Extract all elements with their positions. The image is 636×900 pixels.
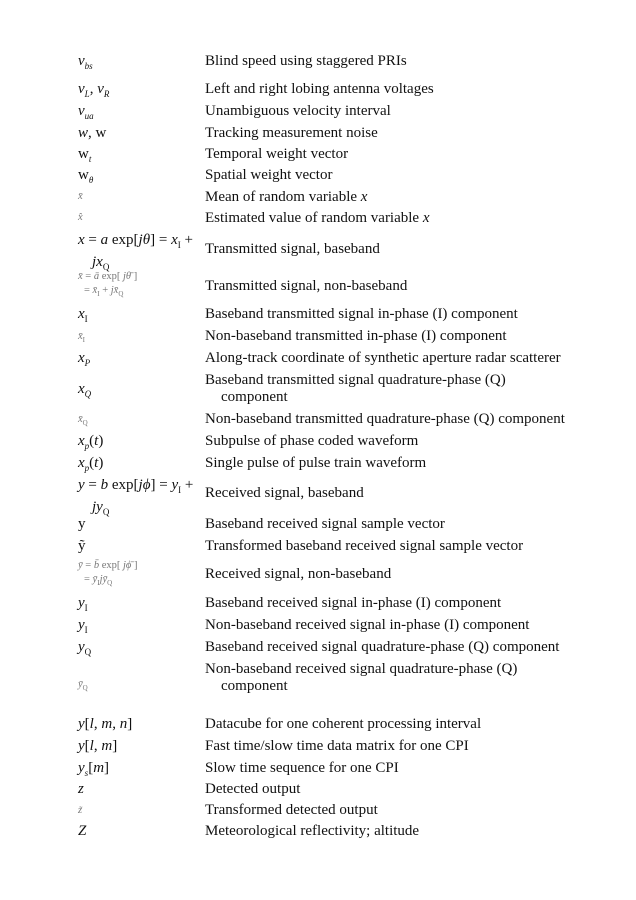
definition: Estimated value of random variable x	[205, 210, 430, 226]
definition: Single pulse of pulse train waveform	[205, 455, 427, 471]
definition: Received signal, baseband	[205, 485, 364, 501]
symbol: $y_I$	[78, 595, 88, 613]
symbol: $x_I$	[78, 306, 88, 324]
definition: Meteorological reflectivity; altitude	[205, 823, 420, 839]
symbol: y = b $\exp[j\phi] = y_I$ + $jy_Q$	[78, 477, 194, 517]
symbol: z̃	[78, 805, 83, 816]
symbol: $x_p(t)$	[78, 455, 104, 473]
symbol: z	[78, 781, 84, 797]
symbol: ỹ	[78, 538, 86, 554]
definition: Slow time sequence for one CPI	[205, 760, 399, 776]
definition: Non-baseband transmitted in-phase (I) component	[205, 328, 507, 344]
symbol: $y_Q$	[78, 639, 92, 657]
definition: Baseband received signal in-phase (I) component	[205, 595, 502, 611]
definition: Non-baseband received signal quadrature-phase (Q) component	[205, 661, 518, 694]
definition: Transmitted signal, non-baseband	[205, 278, 408, 294]
definition: Baseband transmitted signal quadrature-phase (Q) component	[205, 372, 506, 405]
definition: Baseband received signal sample vector	[205, 516, 445, 532]
symbol: $y_s[m]$	[78, 760, 110, 778]
symbol: y[l, m]	[78, 738, 118, 754]
symbol: y[l, m, n]	[78, 716, 133, 732]
definition: Spatial weight vector	[205, 167, 333, 183]
symbol: $v_{bs}$	[78, 53, 93, 71]
definition: Transmitted signal, baseband	[205, 241, 380, 257]
definition: Transformed detected output	[205, 802, 378, 818]
symbol: ȳ = b̄ exp[ jϕ̄ ] = $ȳ_Ijȳ_Q$	[78, 560, 138, 588]
symbol: y	[78, 516, 86, 532]
symbol: x̂	[78, 212, 83, 223]
definition: Baseband received signal quadrature-phase (Q) component	[205, 639, 560, 655]
definition: Non-baseband transmitted quadrature-phase (Q) component	[205, 411, 565, 427]
definition: Tracking measurement noise	[205, 125, 378, 141]
definition: Transformed baseband received signal sample vector	[205, 538, 524, 554]
definition: Datacube for one coherent processing interval	[205, 716, 482, 732]
symbol: $x_Q$	[78, 381, 92, 399]
symbol: $x_p(t)$	[78, 433, 104, 451]
symbol: $y_I$	[78, 617, 88, 635]
definition: Non-baseband received signal in-phase (I) component	[205, 617, 530, 633]
definition: Temporal weight vector	[205, 146, 349, 162]
symbol: $x̄_Q$	[78, 414, 88, 428]
definition: Received signal, non-baseband	[205, 566, 392, 582]
symbol: x̄	[78, 191, 83, 202]
definition: Baseband transmitted signal in-phase (I) component	[205, 306, 518, 322]
symbol: $x̄_I$	[78, 331, 86, 345]
symbol: x = a $\exp[j\theta] = x_I$ + $jx_Q$	[78, 232, 193, 272]
symbol: $v_{ua}$	[78, 103, 94, 121]
definition: Subpulse of phase coded waveform	[205, 433, 419, 449]
symbol: $ȳ_Q$	[78, 679, 88, 693]
definition: Detected output	[205, 781, 301, 797]
definition: Left and right lobing antenna voltages	[205, 81, 434, 97]
symbol: $w_t$	[78, 146, 92, 164]
symbol: $v_L$, $v_R$	[78, 81, 110, 99]
definition: Blind speed using staggered PRIs	[205, 53, 407, 69]
symbol: $x_P$	[78, 350, 91, 368]
symbol: w, w	[78, 125, 107, 141]
symbol: $w_\theta$	[78, 167, 94, 185]
definition: Unambiguous velocity interval	[205, 103, 391, 119]
symbol: x̄ = ā exp[ jθ̄ ] = $x̄_I$ + $jx̄_Q$	[78, 271, 138, 299]
definition: Fast time/slow time data matrix for one CPI	[205, 738, 469, 754]
symbol: Z	[78, 823, 87, 839]
definition: Along-track coordinate of synthetic aperture radar scatterer	[205, 350, 561, 366]
definition: Mean of random variable x	[205, 189, 368, 205]
